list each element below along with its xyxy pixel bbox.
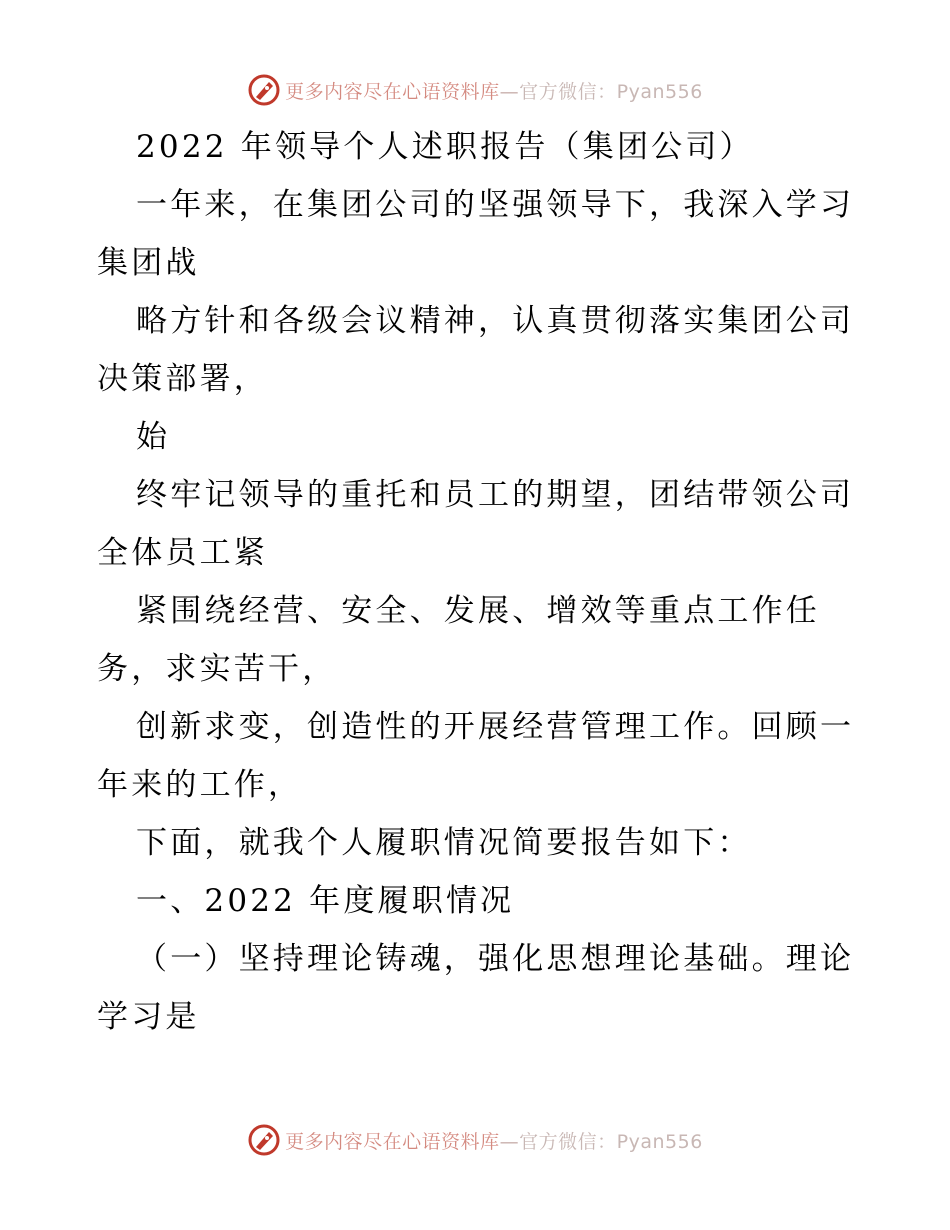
document-title: 2022 年领导个人述职报告（集团公司） [136,129,754,165]
pen-nib-logo-icon [247,1123,281,1157]
paragraph-line: 始 [136,419,171,455]
paragraph-line: 集团战 [97,245,200,281]
paragraph-line: 下面，就我个人履职情况简要报告如下： [136,825,752,861]
section-heading: 一、2022 年度履职情况 [136,883,515,919]
watermark-footer [0,1118,950,1162]
paragraph-line: 创新求变，创造性的开展经营管理工作。回顾一 [136,709,855,745]
subsection-heading: （一）坚持理论铸魂，强化思想理论基础。理论 [136,941,855,977]
watermark-separator: — [499,80,520,103]
paragraph-line: 年来的工作， [97,767,303,803]
watermark-wechat-text: 官方微信：Pyan556 [519,1130,703,1153]
paragraph-line: 略方针和各级会议精神，认真贯彻落实集团公司 [136,303,855,339]
paragraph-line: 终牢记领导的重托和员工的期望，团结带领公司 [136,477,855,513]
paragraph-line: 学习是 [97,999,200,1035]
paragraph-line: 一年来，在集团公司的坚强领导下，我深入学习 [136,187,855,223]
watermark-main-text: 更多内容尽在心语资料库 [285,1130,500,1153]
paragraph-line: 务，求实苦干， [97,651,337,687]
watermark-text [285,1127,703,1154]
pen-nib-logo-icon [247,73,281,107]
watermark-separator: — [499,1130,520,1153]
watermark-header [0,68,950,112]
paragraph-line: 紧围绕经营、安全、发展、增效等重点工作任 [136,593,820,629]
watermark-text [285,77,703,104]
paragraph-line: 决策部署， [97,361,268,397]
paragraph-line: 全体员工紧 [97,535,268,571]
watermark-wechat-text: 官方微信：Pyan556 [519,80,703,103]
watermark-main-text: 更多内容尽在心语资料库 [285,80,500,103]
